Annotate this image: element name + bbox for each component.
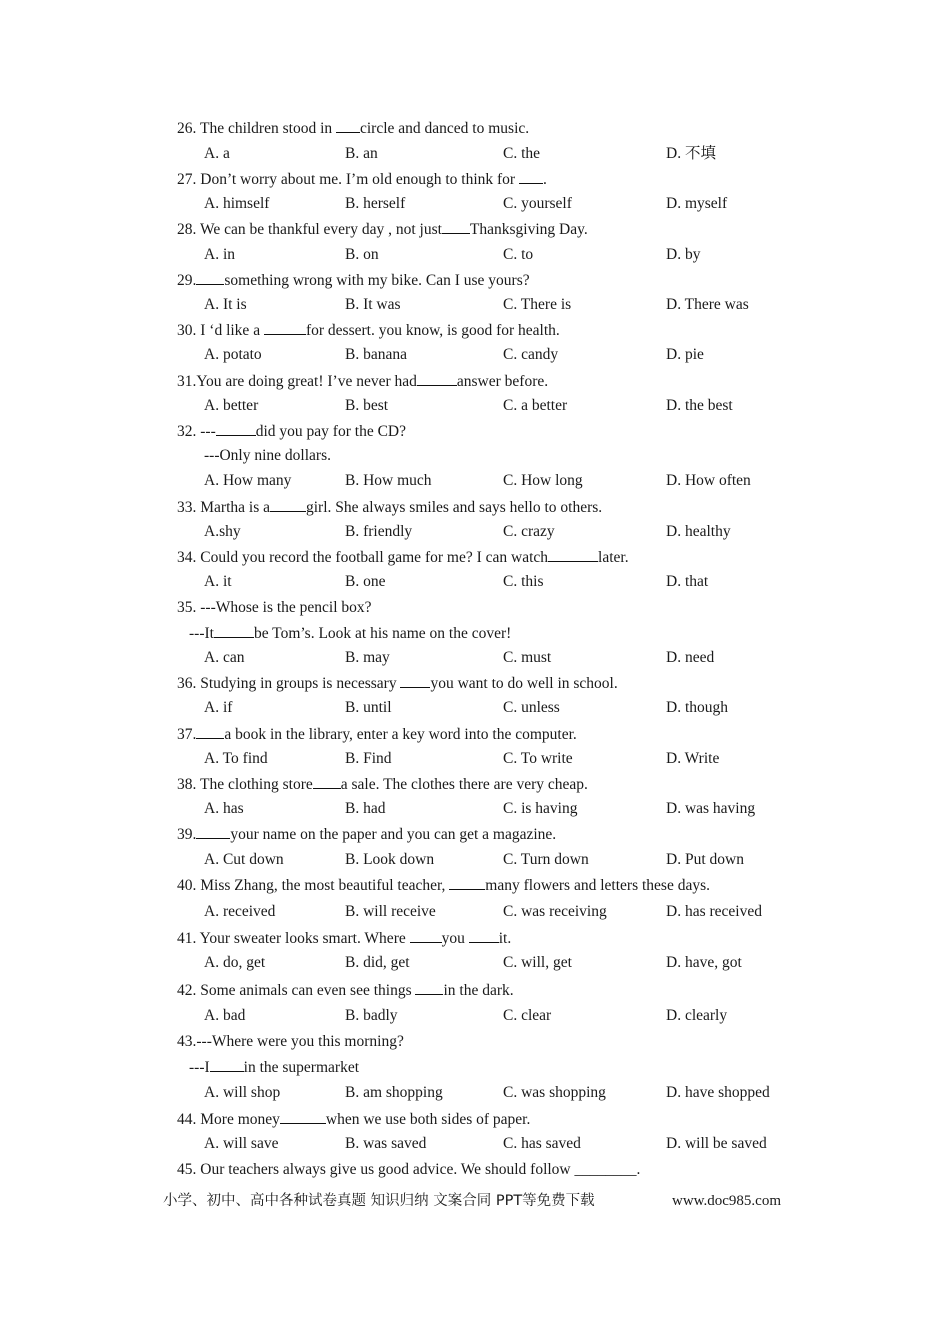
- question-text: 28. We can be thankful every day , not just Thanksgiving Day.: [177, 218, 588, 241]
- option-a: A.shy: [204, 523, 241, 540]
- question-39: [0, 823, 950, 845]
- option-a: A. bad: [204, 1007, 246, 1024]
- option-b: B. until: [345, 699, 392, 716]
- option-b: B. How much: [345, 472, 432, 489]
- option-a: A. has: [204, 800, 244, 817]
- answer-blank: [270, 496, 306, 512]
- footer-promo-text: 小学、初中、高中各种试卷真题 知识归纳 文案合同 PPT等免费下载: [163, 1193, 595, 1209]
- option-c: C. the: [503, 145, 541, 162]
- footer-url[interactable]: www.doc985.com: [672, 1193, 782, 1209]
- option-d: D. was having: [666, 800, 756, 817]
- answer-blank: [449, 874, 485, 890]
- option-c: C. must: [503, 649, 552, 666]
- option-b: B. may: [345, 649, 390, 666]
- option-d: D. have shopped: [666, 1084, 770, 1101]
- options-27: [0, 193, 950, 215]
- option-a: A. To find: [204, 750, 268, 767]
- question-text: 39. your name on the paper and you can get a magazine.: [177, 823, 556, 846]
- options-33: [0, 521, 950, 543]
- option-d: D. healthy: [666, 523, 731, 540]
- answer-blank: [216, 420, 256, 436]
- question-text: 27. Don’t worry about me. I’m old enough to think for .: [177, 168, 547, 191]
- question-34: [0, 546, 950, 568]
- answer-blank: [417, 370, 457, 386]
- answer-blank: [469, 927, 499, 943]
- question-40: [0, 874, 950, 896]
- option-b: B. herself: [345, 195, 406, 212]
- option-a: A. can: [204, 649, 245, 666]
- option-a: A. received: [204, 903, 276, 920]
- option-b: B. friendly: [345, 523, 413, 540]
- option-c: C. a better: [503, 397, 568, 414]
- option-a: A. Cut down: [204, 851, 284, 868]
- option-a: A. It is: [204, 296, 247, 313]
- options-36: [0, 697, 950, 719]
- question-text: 41. Your sweater looks smart. Where you it.: [177, 927, 511, 950]
- options-35: [0, 647, 950, 669]
- options-34: [0, 571, 950, 593]
- question-38: [0, 773, 950, 795]
- answer-blank: [415, 979, 443, 995]
- answer-blank: [442, 218, 470, 234]
- question-27: [0, 168, 950, 190]
- question-text: 36. Studying in groups is necessary you want to do well in school.: [177, 672, 618, 695]
- option-a: A. How many: [204, 472, 292, 489]
- option-d: D. by: [666, 246, 701, 263]
- option-a: A. better: [204, 397, 259, 414]
- option-b: B. did, get: [345, 954, 410, 971]
- option-a: A. will save: [204, 1135, 279, 1152]
- option-c: C. is having: [503, 800, 578, 817]
- option-d: D. There was: [666, 296, 749, 313]
- answer-blank: [548, 546, 598, 562]
- option-c: C. this: [503, 573, 544, 590]
- option-d: D. though: [666, 699, 728, 716]
- answer-blank: [313, 773, 341, 789]
- option-b: B. It was: [345, 296, 401, 313]
- question-43: 43.---Where were you this morning?: [177, 1033, 404, 1050]
- option-b: B. banana: [345, 346, 407, 363]
- question-text: 31.You are doing great! I’ve never had answer before.: [177, 370, 548, 393]
- question-35-reply: ---It be Tom’s. Look at his name on the cover!: [0, 622, 950, 644]
- answer-blank: [519, 168, 543, 184]
- option-d: D. will be saved: [666, 1135, 767, 1152]
- answer-blank: [210, 1056, 244, 1072]
- question-30: [0, 319, 950, 341]
- question-text: 38. The clothing store a sale. The clothes there are very cheap.: [177, 773, 588, 796]
- answer-blank: [196, 823, 230, 839]
- question-text: 40. Miss Zhang, the most beautiful teacher, many flowers and letters these days.: [177, 874, 710, 897]
- option-b: B. had: [345, 800, 386, 817]
- option-a: A. if: [204, 699, 233, 716]
- option-d: D. clearly: [666, 1007, 728, 1024]
- answer-blank: [410, 927, 442, 943]
- answer-blank: [196, 269, 224, 285]
- options-37: [0, 748, 950, 770]
- question-text: 34. Could you record the football game for me? I can watch later.: [177, 546, 629, 569]
- options-31: [0, 395, 950, 417]
- answer-blank: [336, 117, 360, 133]
- option-b: B. am shopping: [345, 1084, 443, 1101]
- option-b: B. Look down: [345, 851, 435, 868]
- option-c: C. was shopping: [503, 1084, 606, 1101]
- question-33: [0, 496, 950, 518]
- option-c: C. Turn down: [503, 851, 589, 868]
- answer-blank: [400, 672, 430, 688]
- option-a: A. potato: [204, 346, 262, 363]
- option-b: B. badly: [345, 1007, 398, 1024]
- answer-blank: [264, 319, 306, 335]
- question-35: 35. ---Whose is the pencil box?: [177, 599, 372, 616]
- option-d: D. pie: [666, 346, 704, 363]
- option-c: C. crazy: [503, 523, 555, 540]
- option-a: A. it: [204, 573, 232, 590]
- option-c: C. There is: [503, 296, 572, 313]
- question-45: 45. Our teachers always give us good advice. We should follow ________.: [177, 1161, 641, 1178]
- option-a: A. do, get: [204, 954, 266, 971]
- page-footer: [0, 1189, 950, 1213]
- question-text: 33. Martha is a girl. She always smiles and says hello to others.: [177, 496, 602, 519]
- options-44: [0, 1133, 950, 1155]
- option-d: D. the best: [666, 397, 733, 414]
- question-41: [0, 927, 950, 949]
- option-c: C. To write: [503, 750, 573, 767]
- option-b: B. best: [345, 397, 389, 414]
- options-41: [0, 952, 950, 974]
- question-text: 26. The children stood in circle and danced to music.: [177, 117, 529, 140]
- options-38: [0, 798, 950, 820]
- options-43: [0, 1082, 950, 1104]
- question-32: [0, 420, 950, 442]
- options-39: [0, 849, 950, 871]
- option-d: D. myself: [666, 195, 728, 212]
- option-c: C. unless: [503, 699, 560, 716]
- question-32-reply: ---Only nine dollars.: [204, 447, 331, 464]
- question-43-reply: ---I in the supermarket: [0, 1056, 950, 1078]
- option-d: D. Put down: [666, 851, 744, 868]
- option-b: B. an: [345, 145, 378, 162]
- options-42: [0, 1005, 950, 1027]
- question-text: 42. Some animals can even see things in the dark.: [177, 979, 514, 1002]
- option-a: A. in: [204, 246, 235, 263]
- option-b: B. one: [345, 573, 386, 590]
- question-37: [0, 723, 950, 745]
- question-29: [0, 269, 950, 291]
- question-44: [0, 1108, 950, 1130]
- option-d: D. need: [666, 649, 715, 666]
- option-a: A. himself: [204, 195, 270, 212]
- question-42: [0, 979, 950, 1001]
- option-d: D. has received: [666, 903, 762, 920]
- option-b: B. Find: [345, 750, 392, 767]
- option-a: A. a: [204, 145, 230, 162]
- answer-blank: [196, 723, 224, 739]
- question-36: [0, 672, 950, 694]
- option-c: C. yourself: [503, 195, 572, 212]
- options-28: [0, 244, 950, 266]
- option-c: C. was receiving: [503, 903, 607, 920]
- option-c: C. candy: [503, 346, 559, 363]
- option-d: D. have, got: [666, 954, 742, 971]
- option-d: D. Write: [666, 750, 720, 767]
- option-c: C. How long: [503, 472, 583, 489]
- option-b: B. on: [345, 246, 379, 263]
- option-c: C. has saved: [503, 1135, 581, 1152]
- question-text: 44. More money when we use both sides of paper.: [177, 1108, 530, 1131]
- options-40: [0, 901, 950, 923]
- option-b: B. was saved: [345, 1135, 427, 1152]
- option-d: D. 不填: [666, 145, 716, 162]
- options-32: [0, 470, 950, 492]
- option-d: D. that: [666, 573, 709, 590]
- question-text: 37. a book in the library, enter a key word into the computer.: [177, 723, 577, 746]
- answer-blank: [280, 1108, 326, 1124]
- option-c: C. will, get: [503, 954, 572, 971]
- options-30: [0, 344, 950, 366]
- option-b: B. will receive: [345, 903, 436, 920]
- question-text: 29. something wrong with my bike. Can I use yours?: [177, 269, 530, 292]
- options-29: [0, 294, 950, 316]
- option-a: A. will shop: [204, 1084, 281, 1101]
- question-text: 30. I ‘d like a for dessert. you know, is good for health.: [177, 319, 560, 342]
- question-text: 32. --- did you pay for the CD?: [177, 420, 406, 443]
- options-26: [0, 143, 950, 165]
- question-26: [0, 117, 950, 139]
- option-c: C. clear: [503, 1007, 552, 1024]
- answer-blank: [214, 622, 254, 638]
- question-31: [0, 370, 950, 392]
- option-d: D. How often: [666, 472, 751, 489]
- option-c: C. to: [503, 246, 534, 263]
- question-28: [0, 218, 950, 240]
